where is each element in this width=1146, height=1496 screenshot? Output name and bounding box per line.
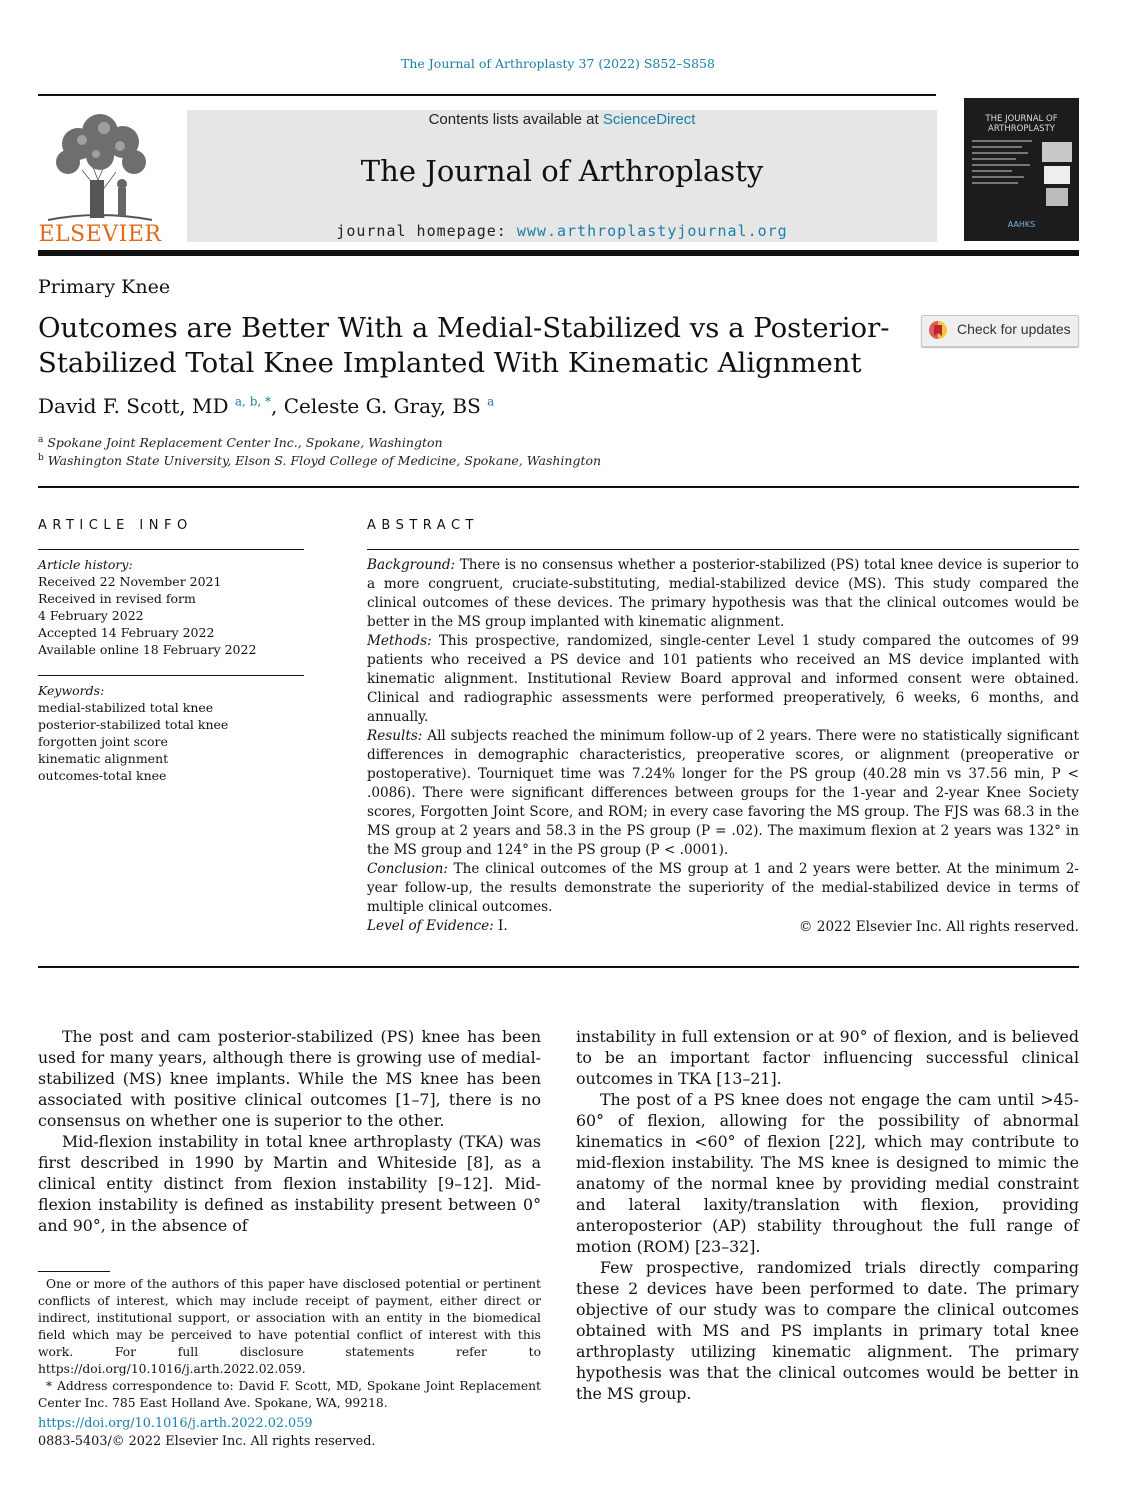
body-paragraph: instability in full extension or at 90° of flexion, and is believed to be an important factor influencing successful clinical outcomes in TKA [13–21]. xyxy=(576,1027,1079,1088)
info-rule xyxy=(38,549,304,550)
abstract-heading: ABSTRACT xyxy=(367,518,479,533)
article-history xyxy=(38,556,308,658)
abstract-text: The clinical outcomes of the MS group at 1 and 2 years were better. At the minimum 2-year follow-up, the results demonstrate the superiority of the medial-stabilized device in terms of multiple clinical outcomes. xyxy=(367,861,1079,915)
article-info-heading: ARTICLE INFO xyxy=(38,518,193,533)
abstract-background xyxy=(367,556,1079,632)
history-item: Available online 18 February 2022 xyxy=(38,642,257,657)
author-separator: , xyxy=(271,394,284,418)
abstract-label: Background: xyxy=(367,557,456,573)
journal-title: The Journal of Arthroplasty xyxy=(360,154,764,188)
body-column-left xyxy=(38,1026,541,1236)
author-name: Celeste G. Gray, BS xyxy=(283,394,481,418)
keyword: outcomes-total knee xyxy=(38,768,167,783)
body-paragraph: Mid-flexion instability in total knee arthroplasty (TKA) was first described in 1990 by Martin and Whiteside [8], as a clinical entity distinct from flexion instability [9–12]. Mid-flexion instability is defined as instability present between 0° and 90°, in the absence of xyxy=(38,1132,541,1235)
footnotes xyxy=(38,1276,541,1412)
history-item: Received in revised form xyxy=(38,591,196,606)
author-affiliation-marks[interactable]: a, b, * xyxy=(234,394,271,409)
contents-prefix: Contents lists available at xyxy=(428,111,603,128)
abstract-text: There is no consensus whether a posterior-stabilized (PS) total knee device is superior to a more congruent, cruciate-substituting, medial-stabilized device (MS). This study compared the clinical outcomes of these devices. The primary hypothesis was that the clinical outcomes would be better in the MS group implanted with kinematic alignment. xyxy=(367,557,1079,630)
info-rule xyxy=(38,675,304,676)
author-affiliation-marks[interactable]: a xyxy=(487,394,495,409)
affiliation xyxy=(38,453,601,468)
author-name: David F. Scott, MD xyxy=(38,394,229,418)
journal-citation[interactable]: The Journal of Arthroplasty 37 (2022) S852–S858 xyxy=(401,56,715,71)
keyword: forgotten joint score xyxy=(38,734,168,749)
keyword: medial-stabilized total knee xyxy=(38,700,214,715)
abstract-text: All subjects reached the minimum follow-up of 2 years. There were no statistically significant differences in demographic characteristics, preoperative scores, or alignment (preoperative or postoperative). Tourniquet time was 7.24% longer for the PS group (40.28 min vs 37.56 min, P < .0086). There were significant differences between groups for the 1-year and 2-year Knee Society scores, Forgotten Joint Score, and ROM; in every case favoring the MS group. The FJS was 68.3 in the MS group at 2 years and 58.3 in the PS group (P = .02). The maximum flexion at 2 years was 132° in the MS group and 124° in the PS group (P < .0001). xyxy=(367,728,1079,858)
body-paragraph: Few prospective, randomized trials directly comparing these 2 devices have been performed to date. The primary objective of our study was to compare the clinical outcomes obtained with MS and PS implants in primary total knee arthroplasty utilizing kinematic alignment. The primary hypothesis was that the clinical outcomes would be better in the MS group. xyxy=(576,1258,1079,1403)
header-rule xyxy=(38,94,936,96)
issn-copyright: 0883-5403/© 2022 Elsevier Inc. All rights reserved. xyxy=(38,1434,376,1449)
abstract-conclusion xyxy=(367,860,1079,917)
history-item: 4 February 2022 xyxy=(38,608,144,623)
doi-link[interactable]: https://doi.org/10.1016/j.arth.2022.02.059 xyxy=(38,1416,313,1431)
journal-homepage xyxy=(187,222,937,240)
cover-title: THE JOURNAL OF ARTHROPLASTY xyxy=(985,114,1058,134)
homepage-link[interactable]: www.arthroplastyjournal.org xyxy=(516,222,788,240)
abstract-body xyxy=(367,556,1079,936)
keyword: kinematic alignment xyxy=(38,751,169,766)
author-list xyxy=(38,394,494,418)
history-item: Received 22 November 2021 xyxy=(38,574,222,589)
keyword: posterior-stabilized total knee xyxy=(38,717,229,732)
abstract-label: Conclusion: xyxy=(367,861,448,877)
abstract-text: I. xyxy=(498,918,508,934)
history-label: Article history: xyxy=(38,557,133,572)
keywords-label: Keywords: xyxy=(38,683,105,698)
footnote-rule xyxy=(38,1271,110,1272)
article-section: Primary Knee xyxy=(38,276,171,298)
body-paragraph: The post and cam posterior-stabilized (PS) knee has been used for many years, although there is growing use of medial-stabilized (MS) knee implants. While the MS knee has been associated with positive clinical outcomes [1–7], there is no consensus on whether one is superior to the other. xyxy=(38,1027,541,1130)
body-paragraph: The post of a PS knee does not engage the cam until >45-60° of flexion, allowing for the possibility of abnormal kinematics in <60° of flexion [22], which may contribute to mid-flexion instability. The MS knee is designed to mimic the anatomy of the normal knee by providing medial constraint and lateral laxity/translation with flexion, providing anteroposterior (AP) stability throughout the full range of motion (ROM) [23–32]. xyxy=(576,1090,1079,1256)
affiliation-mark: b xyxy=(38,453,44,463)
abstract-text: This prospective, randomized, single-center Level 1 study compared the outcomes of 99 patients who received a PS device and 101 patients who received an MS device implanted with kinematic alignment. Institutional Review Board approval and informed consent were obtained. Clinical and radiographic assessments were performed preoperatively, 6 weeks, 6 months, and annually. xyxy=(367,633,1079,725)
header-thick-rule xyxy=(38,250,1079,256)
check-updates-icon xyxy=(928,320,948,340)
abstract-label: Results: xyxy=(367,728,423,744)
cover-footer: AAHKS xyxy=(1007,220,1036,229)
elsevier-wordmark: ELSEVIER xyxy=(38,222,162,247)
abstract-rule xyxy=(367,549,1079,550)
affiliation xyxy=(38,435,443,450)
keywords xyxy=(38,682,308,784)
correspondence-note: * Address correspondence to: David F. Scott, MD, Spokane Joint Replacement Center Inc. 785 East Holland Ave. Spokane, WA, 99218. xyxy=(38,1379,541,1410)
affiliation-text: Spokane Joint Replacement Center Inc., Spokane, Washington xyxy=(47,435,443,451)
section-rule xyxy=(38,966,1079,968)
abstract-methods xyxy=(367,632,1079,727)
contents-line xyxy=(187,111,937,128)
sciencedirect-link[interactable]: ScienceDirect xyxy=(602,111,696,128)
article-title: Outcomes are Better With a Medial-Stabilized vs a Posterior-Stabilized Total Knee Implanted With Kinematic Alignment xyxy=(38,312,890,379)
conflict-of-interest-note: One or more of the authors of this paper have disclosed potential or pertinent conflicts of interest, which may include receipt of payment, either direct or indirect, institutional support, or association with an entity in the biomedical field which may be perceived to have potential conflict of interest with this work. For full disclosure statements refer to https://doi.org/10.1016/j.arth.2022.02.059. xyxy=(38,1277,541,1376)
abstract-label: Level of Evidence: xyxy=(367,918,494,934)
affiliation-text: Washington State University, Elson S. Floyd College of Medicine, Spokane, Washington xyxy=(47,453,602,469)
homepage-prefix: journal homepage: xyxy=(336,222,517,240)
section-rule xyxy=(38,486,1079,488)
affiliation-mark: a xyxy=(38,435,44,445)
abstract-label: Methods: xyxy=(367,633,432,649)
body-column-right xyxy=(576,1026,1079,1404)
abstract-results xyxy=(367,727,1079,860)
cover-contents-graphic xyxy=(972,140,1038,210)
abstract-copyright: © 2022 Elsevier Inc. All rights reserved. xyxy=(798,919,1079,935)
history-item: Accepted 14 February 2022 xyxy=(38,625,215,640)
check-updates-label: Check for updates xyxy=(957,321,1071,337)
cover-knee-image xyxy=(1040,140,1074,210)
